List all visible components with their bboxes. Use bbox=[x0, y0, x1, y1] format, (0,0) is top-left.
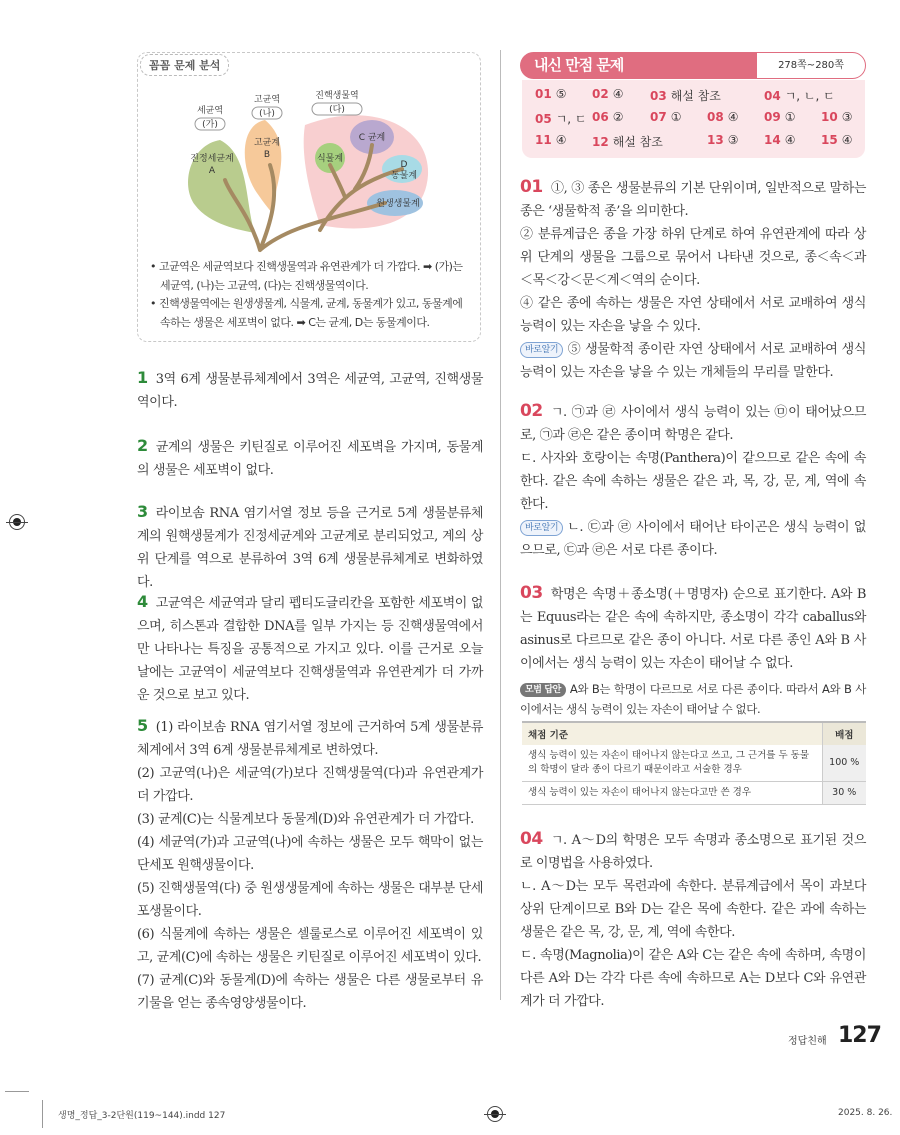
question-text: 라이보솜 RNA 염기서열 정보 등을 근거로 5계 생물분류체계의 원핵생물계가 진정세균계와 고균계로 분리되었고, 계의 상위 단계를 역으로 분류하여 3역 6계 생물분류체계로 변화하였다. bbox=[137, 506, 483, 590]
registration-mark-icon bbox=[487, 1106, 503, 1122]
kingdom-label: 고균계 bbox=[253, 138, 281, 148]
answer-key-number: 11 bbox=[535, 133, 552, 147]
answer-key-value: ③ bbox=[841, 110, 853, 124]
answer-key-value: 해설 참조 bbox=[670, 89, 721, 103]
registration-mark-icon bbox=[9, 514, 25, 530]
bullet: • 진핵생물역에는 원생생물계, 식물계, 균계, 동물계가 있고, 동물계에 속하는 생물은 세포벽이 없다. ➡ C는 균계, D는 동물계이다. bbox=[150, 297, 463, 329]
answer-key-number: 04 bbox=[764, 89, 781, 103]
question-line: (2) 고균역(나)은 세균역(가)보다 진핵생물역(다)과 유연관계가 더 가깝다. bbox=[137, 766, 483, 804]
crop-mark bbox=[5, 1091, 29, 1092]
question-text: 균계의 생물은 키틴질로 이루어진 세포벽을 가지며, 동물계의 생물은 세포벽이 없다. bbox=[137, 440, 483, 478]
table-header-row bbox=[522, 722, 866, 745]
answer-key-number: 09 bbox=[764, 110, 781, 124]
domain-name: 고균역 bbox=[253, 95, 281, 105]
answer-key-number: 01 bbox=[535, 87, 552, 101]
header-score: 배점 bbox=[822, 722, 866, 745]
answer-key-number: 14 bbox=[764, 133, 781, 147]
explanation-line: ㄴ. A～D는 모두 목련과에 속한다. 분류계급에서 목이 과보다 상위 단계이므로 B와 D는 같은 목에 속한다. 같은 과에 속하는 생물은 같은 목, 강, 문, 계, 역에 속한다. bbox=[520, 879, 866, 940]
kingdom-label: 진정세균계 bbox=[190, 154, 234, 164]
answer-key-value: ㄱ, ㄴ, ㄷ bbox=[784, 89, 835, 103]
question-text: 고균역은 세균역과 달리 펩티도글리칸을 포함한 세포벽이 없으며, 히스톤과 결합한 DNA를 일부 가지는 등 진핵생물역에서만 나타나는 특징을 공통적으로 가지고 있다. 이를 근거로 오늘날에는 고균역이 세균역보다 진핵생물역과 유연관계가 더 가까운 것으로 보고 있다. bbox=[137, 596, 483, 703]
section-title: 내신 만점 문제 bbox=[520, 52, 780, 79]
answer-key-item bbox=[592, 110, 623, 124]
question-text: 3역 6계 생물분류체계에서 3역은 세균역, 고균역, 진핵생물역이다. bbox=[137, 372, 483, 410]
crop-mark bbox=[42, 1100, 43, 1128]
kingdom-label: 원생생물계 bbox=[376, 199, 420, 209]
answer-key-number: 02 bbox=[592, 87, 609, 101]
domain-label: (다) bbox=[329, 105, 345, 115]
answer-key-number: 08 bbox=[707, 110, 724, 124]
section-header bbox=[520, 52, 866, 79]
answer-key-item bbox=[535, 133, 566, 147]
kingdom-label: 동물계 bbox=[390, 171, 418, 181]
kingdom-letter: A bbox=[208, 166, 216, 176]
kingdom-label: C 균계 bbox=[358, 133, 386, 143]
answer-key-item bbox=[764, 110, 795, 124]
answer-number: 02 bbox=[520, 401, 543, 421]
page-label: 정답친해 bbox=[788, 1036, 827, 1047]
taxonomy-tree-diagram bbox=[170, 85, 460, 255]
correction-text: ㄴ. ㉢과 ㉣ 사이에서 태어난 타이곤은 생식 능력이 없으므로, ㉢과 ㉣은 서로 다른 종이다. bbox=[520, 520, 866, 558]
column-divider bbox=[500, 50, 501, 1000]
answer-key-number: 13 bbox=[707, 133, 724, 147]
answer-02 bbox=[520, 400, 866, 562]
page-number: 127 bbox=[838, 1023, 881, 1048]
answer-key-item bbox=[535, 110, 587, 127]
answer-03 bbox=[520, 582, 866, 719]
question-line: (4) 세균역(가)과 고균역(나)에 속하는 생물은 모두 핵막이 없는 단세포 원핵생물이다. bbox=[137, 835, 483, 873]
model-answer-text: A와 B는 학명이 다르므로 서로 다른 종이다. 따라서 A와 B 사이에서는 생식 능력이 있는 자손이 태어날 수 없다. bbox=[520, 682, 866, 716]
question-line: (3) 균계(C)는 식물계보다 동물계(D)와 유연관계가 더 가깝다. bbox=[137, 812, 474, 827]
explanation-line: ①, ③ 종은 생물분류의 기본 단위이며, 일반적으로 말하는 종은 ‘생물학적 종’을 의미한다. bbox=[520, 181, 866, 219]
question-1 bbox=[137, 366, 483, 414]
answer-key-item bbox=[535, 87, 566, 101]
question-4 bbox=[137, 590, 483, 707]
answer-01 bbox=[520, 176, 866, 384]
answer-key-value: ④ bbox=[727, 110, 739, 124]
answer-key-item bbox=[592, 87, 623, 101]
analysis-tag: 꼼꼼 문제 분석 bbox=[140, 54, 229, 76]
answer-key-value: ㄱ, ㄷ bbox=[555, 112, 587, 126]
answer-key-item bbox=[650, 110, 681, 124]
answer-key-value: ④ bbox=[784, 133, 796, 147]
domain-label: (가) bbox=[202, 120, 218, 130]
answer-key-item bbox=[707, 110, 738, 124]
kingdom-label: 식물계 bbox=[316, 154, 344, 164]
kingdom-letter: D bbox=[400, 160, 408, 170]
answer-key-value: ① bbox=[670, 110, 682, 124]
criteria-cell: 생식 능력이 있는 자손이 태어나지 않는다고 쓰고, 그 근거를 두 동물의 학명이 달라 종이 다르기 때문이라고 서술한 경우 bbox=[522, 745, 822, 782]
footer-filename: 생명_정답_3-2단원(119~144).indd 127 bbox=[58, 1111, 226, 1121]
answer-key-number: 07 bbox=[650, 110, 667, 124]
answer-key-item bbox=[707, 133, 738, 147]
question-number: 3 bbox=[137, 502, 148, 521]
answer-key-value: ③ bbox=[727, 133, 739, 147]
explanation-line: ㄱ. ㉠과 ㉣ 사이에서 생식 능력이 있는 ㉤이 태어났으므로, ㉠과 ㉣은 같은 종이며 학명은 같다. bbox=[520, 405, 866, 443]
header-criteria: 채점 기준 bbox=[522, 722, 822, 745]
kingdom-letter: B bbox=[263, 150, 271, 160]
question-5 bbox=[137, 714, 483, 1015]
score-cell: 30 % bbox=[822, 782, 866, 805]
question-number: 2 bbox=[137, 436, 148, 455]
answer-key-value: ④ bbox=[555, 133, 567, 147]
answer-key-item bbox=[592, 133, 663, 150]
section-pages: 278쪽~280쪽 bbox=[756, 52, 866, 79]
explanation-line: ㄱ. A～D의 학명은 모두 속명과 종소명으로 표기된 것으로 이명법을 사용하였다. bbox=[520, 833, 866, 871]
question-number: 5 bbox=[137, 716, 148, 735]
explanation-line: ㄷ. 사자와 호랑이는 속명(Panthera)이 같으므로 같은 속에 속한다. 같은 속에 속하는 생물은 같은 과, 목, 강, 문, 계, 역에 속한다. bbox=[520, 451, 866, 512]
correction-badge: 바로알기 bbox=[520, 342, 563, 358]
question-line: (6) 식물계에 속하는 생물은 셀룰로스로 이루어진 세포벽이 있고, 균계(C)에 속하는 생물은 키틴질로 이루어진 세포벽이 있다. bbox=[137, 927, 483, 965]
criteria-cell: 생식 능력이 있는 자손이 태어나지 않는다고만 쓴 경우 bbox=[522, 782, 822, 805]
domain-name: 진핵생물역 bbox=[315, 91, 359, 101]
question-number: 4 bbox=[137, 592, 148, 611]
domain-name: 세균역 bbox=[196, 106, 224, 116]
footer-date: 2025. 8. 26. bbox=[838, 1108, 893, 1118]
correction-text: ⑤ 생물학적 종이란 자연 상태에서 서로 교배하여 생식 능력이 있는 자손을 낳을 수 있는 개체들의 무리를 말한다. bbox=[520, 342, 866, 380]
answer-key-value: ② bbox=[612, 110, 624, 124]
explanation-line: ② 분류계급은 종을 가장 하위 단계로 하여 유연관계에 따라 상위 단계의 생물을 그룹으로 묶어서 나타낸 것으로, 종＜속＜과＜목＜강＜문＜계＜역의 순이다. bbox=[520, 227, 866, 288]
answer-key-item bbox=[764, 87, 835, 104]
answer-key-number: 03 bbox=[650, 89, 667, 103]
answer-key-number: 12 bbox=[592, 135, 609, 149]
table-row bbox=[522, 782, 866, 805]
answer-key-number: 05 bbox=[535, 112, 552, 126]
answer-key-item bbox=[650, 87, 721, 104]
answer-number: 03 bbox=[520, 583, 543, 603]
answer-key-item bbox=[821, 133, 852, 147]
answer-key-number: 06 bbox=[592, 110, 609, 124]
analysis-bullets bbox=[150, 258, 475, 332]
answer-key-value: ④ bbox=[841, 133, 853, 147]
domain-label: (나) bbox=[259, 109, 275, 119]
explanation-line: ㄷ. 속명(Magnolia)이 같은 A와 C는 같은 속에 속하며, 속명이 다른 A와 D는 각각 다른 속에 속하므로 A는 D보다 C와 유연관계가 더 가깝다. bbox=[520, 948, 866, 1009]
grading-table bbox=[522, 721, 866, 805]
explanation-text: 학명은 속명＋종소명(＋명명자) 순으로 표기한다. A와 B는 Equus라는 같은 속에 속하지만, 종소명이 각각 caballus와 asinus로 다르므로 같은 종이 아니다. 서로 다른 종인 A와 B 사이에서는 생식 능력이 있는 자손이 태어날 수 없다. bbox=[520, 587, 866, 671]
question-line: (7) 균계(C)와 동물계(D)에 속하는 생물은 다른 생물로부터 유기물을 얻는 종속영양생물이다. bbox=[137, 973, 483, 1011]
answer-number: 04 bbox=[520, 829, 543, 849]
question-number: 1 bbox=[137, 368, 148, 387]
question-2 bbox=[137, 434, 483, 482]
table-row bbox=[522, 745, 866, 782]
archaea-domain-shape bbox=[245, 120, 282, 213]
answer-key-value: ① bbox=[784, 110, 796, 124]
answer-key-value: 해설 참조 bbox=[612, 135, 663, 149]
answer-key-item bbox=[821, 110, 852, 124]
answer-key-value: ④ bbox=[612, 87, 624, 101]
score-cell: 100 % bbox=[822, 745, 866, 782]
answer-key-number: 15 bbox=[821, 133, 838, 147]
answer-number: 01 bbox=[520, 177, 543, 197]
answer-key-number: 10 bbox=[821, 110, 838, 124]
answer-key-value: ⑤ bbox=[555, 87, 567, 101]
answer-04 bbox=[520, 828, 866, 1013]
question-line: (5) 진핵생물역(다) 중 원생생물계에 속하는 생물은 대부분 단세포생물이다. bbox=[137, 881, 483, 919]
answer-key bbox=[522, 80, 865, 158]
question-line: (1) 라이보솜 RNA 염기서열 정보에 근거하여 5계 생물분류체계에서 3역 6계 생물분류체계로 변하였다. bbox=[137, 720, 483, 758]
correction-badge: 바로알기 bbox=[520, 520, 563, 536]
model-answer-badge: 모범 답안 bbox=[520, 683, 566, 697]
explanation-line: ④ 같은 종에 속하는 생물은 자연 상태에서 서로 교배하여 생식 능력이 있는 자손을 낳을 수 있다. bbox=[520, 296, 866, 334]
question-3 bbox=[137, 500, 483, 594]
bullet: • 고균역은 세균역보다 진핵생물역과 유연관계가 더 가깝다. ➡ (가)는 세균역, (나)는 고균역, (다)는 진핵생물역이다. bbox=[150, 260, 463, 292]
answer-key-item bbox=[764, 133, 795, 147]
